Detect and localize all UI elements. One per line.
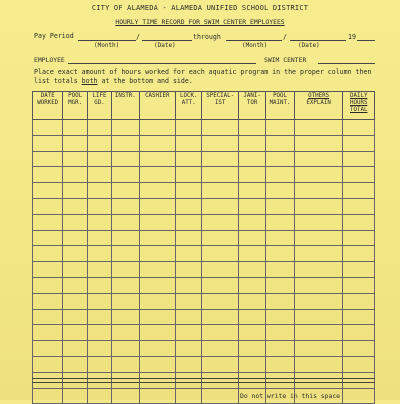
col-life-gd: LIFE GD. bbox=[87, 92, 111, 120]
table-cell[interactable] bbox=[33, 120, 63, 136]
table-cell[interactable] bbox=[294, 120, 343, 136]
swim-center-label: SWIM CENTER bbox=[264, 56, 307, 64]
table-cell[interactable] bbox=[112, 167, 139, 183]
table-cell[interactable] bbox=[343, 277, 375, 293]
table-cell[interactable] bbox=[266, 183, 294, 199]
table-cell[interactable] bbox=[112, 151, 139, 167]
table-cell[interactable] bbox=[33, 388, 63, 404]
table-cell[interactable] bbox=[176, 356, 202, 372]
table-cell[interactable] bbox=[63, 309, 87, 325]
table-cell[interactable] bbox=[112, 372, 139, 388]
table-cell[interactable] bbox=[343, 325, 375, 341]
table-cell[interactable] bbox=[202, 120, 239, 136]
table-row bbox=[33, 309, 375, 325]
table-cell[interactable] bbox=[294, 372, 343, 388]
table-cell[interactable] bbox=[87, 372, 111, 388]
table-cell[interactable] bbox=[343, 356, 375, 372]
table-cell[interactable] bbox=[202, 277, 239, 293]
table-cell[interactable] bbox=[33, 341, 63, 357]
table-cell[interactable] bbox=[266, 198, 294, 214]
hours-table-header-row bbox=[33, 92, 375, 120]
table-row bbox=[33, 120, 375, 136]
table-cell[interactable] bbox=[238, 183, 265, 199]
table-cell[interactable] bbox=[139, 325, 176, 341]
table-cell[interactable] bbox=[202, 151, 239, 167]
table-cell[interactable] bbox=[238, 246, 265, 262]
table-cell[interactable] bbox=[139, 151, 176, 167]
table-cell[interactable] bbox=[343, 198, 375, 214]
table-cell[interactable] bbox=[266, 167, 294, 183]
from-date-caption: (Date) bbox=[154, 42, 176, 49]
table-cell[interactable] bbox=[139, 120, 176, 136]
table-cell[interactable] bbox=[63, 293, 87, 309]
table-cell[interactable] bbox=[112, 309, 139, 325]
table-cell[interactable] bbox=[202, 183, 239, 199]
table-cell[interactable] bbox=[294, 325, 343, 341]
table-cell[interactable] bbox=[238, 277, 265, 293]
table-cell[interactable] bbox=[343, 135, 375, 151]
table-cell[interactable] bbox=[63, 167, 87, 183]
col-cashier: CASHIER bbox=[139, 92, 176, 120]
table-cell[interactable] bbox=[176, 198, 202, 214]
table-cell[interactable] bbox=[266, 309, 294, 325]
table-cell[interactable] bbox=[202, 293, 239, 309]
table-cell[interactable] bbox=[238, 135, 265, 151]
table-cell[interactable] bbox=[238, 372, 265, 388]
table-cell[interactable] bbox=[238, 214, 265, 230]
table-cell[interactable] bbox=[343, 388, 375, 404]
hours-table bbox=[32, 91, 375, 404]
table-cell[interactable] bbox=[33, 151, 63, 167]
employee-label: EMPLOYEE bbox=[34, 56, 65, 64]
table-cell[interactable] bbox=[112, 356, 139, 372]
form-header-subtitle: HOURLY TIME RECORD FOR SWIM CENTER EMPLOYEES bbox=[115, 18, 285, 26]
totals-divider-top bbox=[32, 378, 375, 379]
table-row bbox=[33, 277, 375, 293]
col-pool-mgr: POOL MGR. bbox=[63, 92, 87, 120]
to-date-caption: (Date) bbox=[298, 42, 320, 49]
table-cell[interactable] bbox=[176, 230, 202, 246]
table-cell[interactable] bbox=[202, 356, 239, 372]
table-cell[interactable] bbox=[63, 246, 87, 262]
table-cell[interactable] bbox=[343, 120, 375, 136]
table-cell[interactable] bbox=[294, 151, 343, 167]
table-cell[interactable] bbox=[294, 246, 343, 262]
pay-period-to-month-line[interactable] bbox=[226, 40, 282, 41]
table-cell[interactable] bbox=[266, 151, 294, 167]
table-cell[interactable] bbox=[294, 262, 343, 278]
pay-period-from-month-line[interactable] bbox=[78, 40, 136, 41]
table-cell[interactable] bbox=[33, 277, 63, 293]
table-cell[interactable] bbox=[294, 341, 343, 357]
table-cell[interactable] bbox=[112, 230, 139, 246]
table-cell[interactable] bbox=[176, 277, 202, 293]
table-cell[interactable] bbox=[87, 246, 111, 262]
table-cell[interactable] bbox=[63, 356, 87, 372]
table-cell[interactable] bbox=[176, 151, 202, 167]
table-row bbox=[33, 341, 375, 357]
table-cell[interactable] bbox=[87, 135, 111, 151]
table-cell[interactable] bbox=[266, 120, 294, 136]
table-cell[interactable] bbox=[139, 309, 176, 325]
table-cell[interactable] bbox=[33, 309, 63, 325]
table-cell[interactable] bbox=[238, 230, 265, 246]
col-others-explain: OTHERS EXPLAIN bbox=[294, 92, 343, 120]
table-cell[interactable] bbox=[87, 356, 111, 372]
table-cell[interactable] bbox=[87, 120, 111, 136]
table-cell[interactable] bbox=[139, 372, 176, 388]
table-cell[interactable] bbox=[266, 356, 294, 372]
table-cell[interactable] bbox=[176, 246, 202, 262]
instructions-part-2: at the bottom and side. bbox=[97, 76, 193, 85]
table-cell[interactable] bbox=[176, 293, 202, 309]
table-cell[interactable] bbox=[87, 214, 111, 230]
table-cell[interactable] bbox=[33, 262, 63, 278]
table-row bbox=[33, 356, 375, 372]
table-cell[interactable] bbox=[343, 230, 375, 246]
table-cell[interactable] bbox=[112, 246, 139, 262]
table-cell[interactable] bbox=[87, 262, 111, 278]
table-cell[interactable] bbox=[266, 246, 294, 262]
table-cell[interactable] bbox=[112, 293, 139, 309]
table-cell[interactable] bbox=[63, 372, 87, 388]
pay-period-from-date-line[interactable] bbox=[142, 40, 192, 41]
table-row bbox=[33, 246, 375, 262]
pay-period-slash-1: / bbox=[136, 33, 140, 41]
table-cell[interactable] bbox=[87, 198, 111, 214]
table-cell[interactable] bbox=[294, 167, 343, 183]
employee-name-line[interactable] bbox=[68, 63, 256, 64]
table-cell[interactable] bbox=[33, 293, 63, 309]
table-cell[interactable] bbox=[112, 388, 139, 404]
table-row bbox=[33, 372, 375, 388]
table-cell[interactable] bbox=[112, 325, 139, 341]
table-cell[interactable] bbox=[87, 277, 111, 293]
table-cell[interactable] bbox=[238, 325, 265, 341]
table-cell[interactable] bbox=[139, 293, 176, 309]
instructions-text bbox=[34, 68, 374, 85]
hours-table-body bbox=[33, 120, 375, 404]
table-cell[interactable] bbox=[266, 135, 294, 151]
table-cell[interactable] bbox=[266, 341, 294, 357]
table-row bbox=[33, 183, 375, 199]
to-month-caption: (Month) bbox=[242, 42, 268, 49]
table-cell[interactable] bbox=[294, 309, 343, 325]
table-cell[interactable] bbox=[176, 262, 202, 278]
table-cell[interactable] bbox=[176, 309, 202, 325]
table-cell[interactable] bbox=[139, 198, 176, 214]
table-cell[interactable] bbox=[202, 230, 239, 246]
table-cell[interactable] bbox=[294, 135, 343, 151]
table-cell[interactable] bbox=[343, 372, 375, 388]
table-cell[interactable] bbox=[87, 230, 111, 246]
table-cell[interactable] bbox=[112, 341, 139, 357]
col-janitor: JANI- TOR bbox=[238, 92, 265, 120]
table-cell[interactable] bbox=[63, 151, 87, 167]
table-cell[interactable] bbox=[139, 341, 176, 357]
pay-period-year-prefix: 19 bbox=[348, 33, 356, 41]
table-cell[interactable] bbox=[112, 135, 139, 151]
table-cell[interactable] bbox=[176, 183, 202, 199]
table-row bbox=[33, 262, 375, 278]
table-cell[interactable] bbox=[176, 214, 202, 230]
table-cell[interactable] bbox=[112, 262, 139, 278]
table-cell[interactable] bbox=[139, 246, 176, 262]
table-cell[interactable] bbox=[266, 262, 294, 278]
table-cell[interactable] bbox=[343, 341, 375, 357]
table-cell[interactable] bbox=[238, 341, 265, 357]
col-lock-att: LOCK. ATT. bbox=[176, 92, 202, 120]
table-cell[interactable] bbox=[33, 198, 63, 214]
table-cell[interactable] bbox=[33, 167, 63, 183]
pay-period-year-line[interactable] bbox=[357, 40, 375, 41]
table-cell[interactable] bbox=[33, 135, 63, 151]
table-cell[interactable] bbox=[238, 120, 265, 136]
table-cell[interactable] bbox=[63, 120, 87, 136]
table-cell[interactable] bbox=[266, 325, 294, 341]
table-cell[interactable] bbox=[139, 230, 176, 246]
table-cell[interactable] bbox=[87, 388, 111, 404]
table-cell[interactable] bbox=[238, 293, 265, 309]
swim-center-line[interactable] bbox=[318, 63, 375, 64]
table-cell[interactable] bbox=[266, 372, 294, 388]
table-cell[interactable] bbox=[33, 230, 63, 246]
table-cell[interactable] bbox=[202, 198, 239, 214]
table-cell[interactable] bbox=[176, 135, 202, 151]
table-cell[interactable] bbox=[238, 356, 265, 372]
table-cell[interactable] bbox=[63, 388, 87, 404]
table-cell[interactable] bbox=[63, 230, 87, 246]
table-cell[interactable] bbox=[202, 214, 239, 230]
table-cell[interactable] bbox=[238, 198, 265, 214]
table-cell[interactable] bbox=[294, 183, 343, 199]
table-cell[interactable] bbox=[33, 246, 63, 262]
table-cell[interactable] bbox=[63, 183, 87, 199]
table-cell[interactable] bbox=[266, 214, 294, 230]
table-cell[interactable] bbox=[33, 325, 63, 341]
table-cell[interactable] bbox=[202, 135, 239, 151]
table-cell[interactable] bbox=[294, 198, 343, 214]
table-cell[interactable] bbox=[294, 293, 343, 309]
table-cell[interactable] bbox=[202, 388, 239, 404]
table-cell[interactable] bbox=[294, 356, 343, 372]
table-cell[interactable] bbox=[202, 309, 239, 325]
table-row bbox=[33, 198, 375, 214]
table-cell[interactable] bbox=[176, 388, 202, 404]
table-cell[interactable] bbox=[202, 341, 239, 357]
table-row bbox=[33, 214, 375, 230]
table-cell[interactable] bbox=[343, 183, 375, 199]
col-specialist: SPECIAL- IST bbox=[202, 92, 239, 120]
col-date-worked: DATE WORKED bbox=[33, 92, 63, 120]
table-cell[interactable] bbox=[63, 214, 87, 230]
table-cell[interactable] bbox=[266, 230, 294, 246]
table-cell[interactable] bbox=[112, 198, 139, 214]
table-cell[interactable] bbox=[139, 277, 176, 293]
table-cell[interactable] bbox=[139, 214, 176, 230]
table-cell[interactable] bbox=[238, 151, 265, 167]
table-cell[interactable] bbox=[202, 167, 239, 183]
table-row bbox=[33, 325, 375, 341]
pay-period-label: Pay Period bbox=[34, 32, 74, 40]
table-cell[interactable] bbox=[87, 183, 111, 199]
table-cell[interactable] bbox=[139, 135, 176, 151]
instructions-emphasis: both bbox=[81, 76, 98, 85]
table-cell[interactable] bbox=[87, 309, 111, 325]
table-cell[interactable] bbox=[294, 214, 343, 230]
table-cell[interactable] bbox=[87, 167, 111, 183]
table-cell[interactable] bbox=[238, 262, 265, 278]
table-cell[interactable] bbox=[87, 341, 111, 357]
table-cell[interactable] bbox=[112, 277, 139, 293]
pay-period-through-label: through bbox=[193, 33, 221, 41]
table-cell[interactable] bbox=[343, 293, 375, 309]
table-cell[interactable] bbox=[33, 372, 63, 388]
table-cell[interactable] bbox=[112, 120, 139, 136]
table-cell[interactable] bbox=[294, 277, 343, 293]
table-cell[interactable] bbox=[238, 167, 265, 183]
table-row bbox=[33, 167, 375, 183]
table-cell[interactable] bbox=[33, 356, 63, 372]
instructions-part-1: Place exact amount of hours worked for each aquatic program in the proper column then list totals bbox=[34, 68, 372, 85]
table-cell[interactable] bbox=[63, 262, 87, 278]
pay-period-to-date-line[interactable] bbox=[290, 40, 346, 41]
table-cell[interactable] bbox=[343, 309, 375, 325]
table-cell[interactable] bbox=[202, 325, 239, 341]
table-row bbox=[33, 151, 375, 167]
col-pool-maint: POOL MAINT. bbox=[266, 92, 294, 120]
totals-divider-bottom bbox=[32, 382, 375, 383]
col-daily-hours-total: DAILY HOURS TOTAL bbox=[343, 92, 375, 120]
table-cell[interactable] bbox=[63, 198, 87, 214]
table-cell[interactable] bbox=[176, 372, 202, 388]
table-cell[interactable] bbox=[202, 372, 239, 388]
table-cell[interactable] bbox=[87, 151, 111, 167]
table-cell[interactable] bbox=[343, 246, 375, 262]
form-header-title: CITY OF ALAMEDA - ALAMEDA UNIFIED SCHOOL DISTRICT bbox=[91, 4, 309, 12]
table-cell[interactable] bbox=[176, 341, 202, 357]
table-cell[interactable] bbox=[63, 341, 87, 357]
table-cell[interactable] bbox=[266, 293, 294, 309]
table-row bbox=[33, 135, 375, 151]
table-cell[interactable] bbox=[139, 388, 176, 404]
table-cell[interactable] bbox=[87, 293, 111, 309]
table-cell[interactable] bbox=[87, 325, 111, 341]
table-cell[interactable] bbox=[176, 120, 202, 136]
table-cell[interactable] bbox=[266, 277, 294, 293]
table-cell[interactable] bbox=[294, 230, 343, 246]
table-cell[interactable] bbox=[139, 183, 176, 199]
table-cell[interactable] bbox=[202, 246, 239, 262]
table-cell[interactable] bbox=[139, 356, 176, 372]
table-cell[interactable] bbox=[176, 167, 202, 183]
table-cell[interactable] bbox=[63, 277, 87, 293]
table-cell[interactable] bbox=[63, 135, 87, 151]
table-cell[interactable] bbox=[33, 214, 63, 230]
table-cell[interactable] bbox=[139, 167, 176, 183]
table-cell[interactable] bbox=[112, 214, 139, 230]
pay-period-slash-2: / bbox=[283, 33, 287, 41]
table-cell[interactable] bbox=[343, 167, 375, 183]
table-cell[interactable] bbox=[139, 262, 176, 278]
table-cell[interactable] bbox=[112, 183, 139, 199]
table-cell[interactable] bbox=[33, 183, 63, 199]
table-cell[interactable] bbox=[202, 262, 239, 278]
do-not-write-note: Do not write in this space bbox=[240, 392, 341, 400]
table-row bbox=[33, 293, 375, 309]
col-instr: INSTR. bbox=[112, 92, 139, 120]
from-month-caption: (Month) bbox=[94, 42, 120, 49]
table-cell[interactable] bbox=[176, 325, 202, 341]
table-cell[interactable] bbox=[343, 151, 375, 167]
table-cell[interactable] bbox=[343, 262, 375, 278]
table-cell[interactable] bbox=[63, 325, 87, 341]
table-cell[interactable] bbox=[343, 214, 375, 230]
table-cell[interactable] bbox=[238, 309, 265, 325]
table-row bbox=[33, 230, 375, 246]
